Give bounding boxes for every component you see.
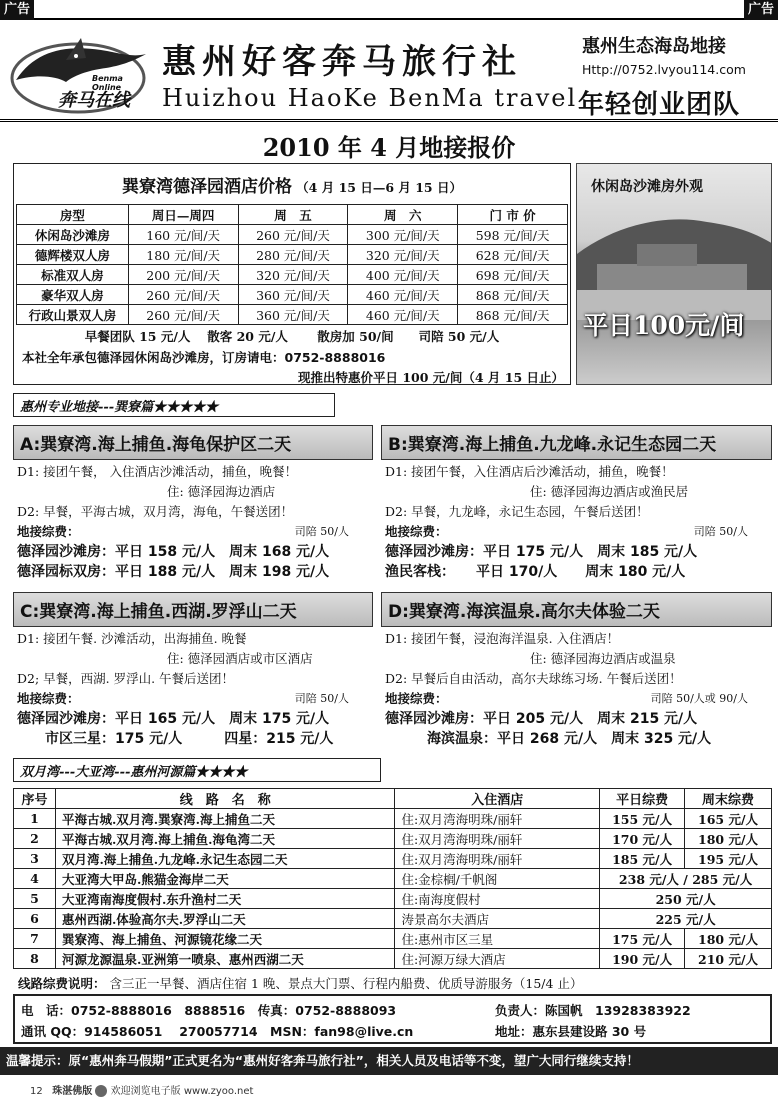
room-price: 598 元/间/天: [458, 225, 568, 245]
itinerary-line: D1: 接团午餐，入住酒店后沙滩活动，捕鱼，晚餐！: [385, 464, 674, 479]
escort-fee: 司陪 50/人: [693, 525, 748, 538]
room-price: 868 元/间/天: [458, 285, 568, 305]
itinerary-line: D1: 接团午餐，浸泡海洋温泉. 入住酒店！: [385, 631, 620, 646]
hotel-col-header: 周 六: [348, 205, 458, 225]
logo-cn-text: 奔马在线: [58, 90, 130, 111]
route-row: [14, 849, 772, 869]
route-hotel: 住:惠州市区三星: [395, 929, 600, 949]
routes-table: [13, 788, 772, 969]
route-row: [14, 929, 772, 949]
itinerary-line: 住: 德泽园酒店或市区酒店: [167, 651, 313, 666]
hotel-row: [17, 265, 568, 285]
hotel-row: [17, 305, 568, 325]
agency-title-cn: 惠州好客奔马旅行社: [162, 42, 522, 82]
itinerary-line: D2; 早餐，西湖. 罗浮山. 午餐后送团！: [17, 671, 235, 686]
ad-tag-left: 广告: [0, 0, 34, 20]
package-d: [381, 592, 772, 751]
weekday-fee: 238 元/人 / 285 元/人: [600, 869, 772, 889]
room-type: 豪华双人房: [17, 285, 129, 305]
header: [0, 22, 778, 122]
route-number: 2: [14, 829, 56, 849]
photo-caption: 休闲岛沙滩房外观: [591, 179, 703, 195]
package-title: D:巽寮湾.海滨温泉.高尔夫体验二天: [381, 592, 772, 627]
itinerary-line: D2: 早餐，平海古城，双月湾，海龟，午餐送团！: [17, 504, 294, 519]
fee-label: 地接综费：: [17, 691, 80, 706]
weekday-fee: 225 元/人: [600, 909, 772, 929]
contact-qq-msn: 通讯 QQ：914586051 270057714 MSN：fan98@live.cn: [21, 1024, 414, 1039]
hotel-col-header: 周 五: [238, 205, 348, 225]
route-hotel: 住:南海度假村: [395, 889, 600, 909]
weekday-fee: 170 元/人: [600, 829, 685, 849]
room-price: 180 元/间/天: [128, 245, 238, 265]
photo-banner: 平日100元/间: [583, 311, 745, 340]
footer-tagline: 欢迎浏览电子版 www.zyoo.net: [110, 1086, 254, 1097]
package-price: 德泽园沙滩房：平日 175 元/人 周末 185 元/人: [385, 544, 698, 560]
room-price: 868 元/间/天: [458, 305, 568, 325]
package-price: 海滨温泉：平日 268 元/人 周末 325 元/人: [385, 731, 712, 747]
room-price: 698 元/间/天: [458, 265, 568, 285]
route-name: 双月湾.海上捕鱼.九龙峰.永记生态园二天: [55, 849, 395, 869]
weekend-fee: 195 元/人: [685, 849, 772, 869]
route-col-header: 平日综费: [600, 789, 685, 809]
beach-house-illustration: [577, 164, 772, 385]
package-body: [381, 460, 772, 584]
room-type: 德辉楼双人房: [17, 245, 129, 265]
room-price: 360 元/间/天: [238, 285, 348, 305]
routes-note-label: 线路综费说明：: [18, 976, 106, 991]
weekend-fee: 180 元/人: [685, 829, 772, 849]
package-body: [381, 627, 772, 751]
hotel-col-header: 房型: [17, 205, 129, 225]
package-a: [13, 425, 373, 584]
weekday-fee: 185 元/人: [600, 849, 685, 869]
routes-note: 含三正一早餐、酒店住宿 1 晚、景点大门票、行程内船费、优质导游服务（15/4 止）: [109, 976, 583, 991]
room-price: 280 元/间/天: [238, 245, 348, 265]
room-price: 260 元/间/天: [128, 285, 238, 305]
package-c: [13, 592, 373, 751]
room-type: 标准双人房: [17, 265, 129, 285]
weekday-fee: 190 元/人: [600, 949, 685, 969]
fee-label: 地接综费：: [385, 524, 448, 539]
contact-address: 地址：惠东县建设路 30 号: [495, 1024, 647, 1039]
route-number: 4: [14, 869, 56, 889]
itinerary-line: 住: 德泽园海边酒店或温泉: [530, 651, 676, 666]
hotel-note-special: 现推出特惠价平日 100 元/间（4 月 15 日止）: [297, 370, 564, 385]
hotel-price-box: [13, 163, 571, 385]
route-name: 惠州西湖.体验高尔夫.罗浮山二天: [55, 909, 395, 929]
route-hotel: 住:双月湾海明珠/丽轩: [395, 829, 600, 849]
hotel-price-table: [16, 204, 568, 325]
room-price: 628 元/间/天: [458, 245, 568, 265]
route-hotel: 住:金棕榈/千帆阁: [395, 869, 600, 889]
itinerary-line: D2: 早餐，九龙峰，永记生态园，午餐后送团！: [385, 504, 649, 519]
route-name: 平海古城.双月湾.巽寮湾.海上捕鱼二天: [55, 809, 395, 829]
route-row: [14, 909, 772, 929]
route-row: [14, 869, 772, 889]
route-name: 大亚湾大甲岛.熊猫金海岸二天: [55, 869, 395, 889]
room-price: 260 元/间/天: [238, 225, 348, 245]
section-shuangyue: 双月湾---大亚湾---惠州河源篇★★★★: [13, 758, 381, 782]
room-price: 400 元/间/天: [348, 265, 458, 285]
itinerary-line: D1: 接团午餐. 沙滩活动，出海捕鱼. 晚餐: [17, 631, 247, 646]
package-price: 德泽园沙滩房：平日 165 元/人 周末 175 元/人: [17, 711, 330, 727]
route-hotel: 住:河源万绿大酒店: [395, 949, 600, 969]
hotel-title-row: [14, 172, 570, 197]
package-price: 德泽园沙滩房：平日 158 元/人 周末 168 元/人: [17, 544, 330, 560]
package-title: B:巽寮湾.海上捕鱼.九龙峰.永记生态园二天: [381, 425, 772, 460]
weekend-fee: 180 元/人: [685, 929, 772, 949]
route-row: [14, 829, 772, 849]
route-number: 1: [14, 809, 56, 829]
fee-label: 地接综费：: [385, 691, 448, 706]
beach-house-photo: [576, 163, 772, 385]
hotel-col-header: 门 市 价: [458, 205, 568, 225]
route-name: 巽寮湾、海上捕鱼、河源镜花缘二天: [55, 929, 395, 949]
package-price: 德泽园标双房：平日 188 元/人 周末 198 元/人: [17, 564, 330, 580]
page-footer: [30, 1082, 253, 1097]
agency-title-en: Huizhou HaoKe BenMa travel: [162, 84, 578, 112]
route-hotel: 住:双月湾海明珠/丽轩: [395, 849, 600, 869]
room-price: 360 元/间/天: [238, 305, 348, 325]
route-number: 8: [14, 949, 56, 969]
hotel-note-meals: 早餐团队 15 元/人 散客 20 元/人 散房加 50/间 司陪 50 元/人: [84, 329, 500, 344]
weekday-fee: 250 元/人: [600, 889, 772, 909]
weekend-fee: 210 元/人: [685, 949, 772, 969]
route-row: [14, 809, 772, 829]
room-price: 460 元/间/天: [348, 305, 458, 325]
section-xunliao: 惠州专业地接---巽寮篇★★★★★: [13, 393, 335, 417]
package-b: [381, 425, 772, 584]
room-price: 160 元/间/天: [128, 225, 238, 245]
page-title: 2010 年 4 月地接报价: [262, 133, 516, 162]
package-price: 德泽园沙滩房：平日 205 元/人 周末 215 元/人: [385, 711, 698, 727]
top-strip: [0, 0, 778, 20]
weekday-fee: 155 元/人: [600, 809, 685, 829]
package-title: A:巽寮湾.海上捕鱼.海龟保护区二天: [13, 425, 373, 460]
route-name: 平海古城.双月湾.海上捕鱼.海龟湾二天: [55, 829, 395, 849]
route-col-header: 序号: [14, 789, 56, 809]
route-row: [14, 949, 772, 969]
route-number: 6: [14, 909, 56, 929]
publisher-logo-icon: [95, 1085, 107, 1097]
room-price: 300 元/间/天: [348, 225, 458, 245]
route-col-header: 入住酒店: [395, 789, 600, 809]
room-price: 260 元/间/天: [128, 305, 238, 325]
hotel-row: [17, 225, 568, 245]
fee-row: [17, 689, 369, 709]
package-price: 市区三星：175 元/人 四星：215 元/人: [17, 731, 334, 747]
route-number: 7: [14, 929, 56, 949]
website-url: Http://0752.lvyou114.com: [582, 62, 746, 77]
room-price: 320 元/间/天: [348, 245, 458, 265]
route-col-header: 周末综费: [685, 789, 772, 809]
escort-fee: 司陪 50/人: [294, 525, 349, 538]
package-price: 渔民客栈： 平日 170/人 周末 180 元/人: [385, 564, 686, 580]
escort-fee: 司陪 50/人或 90/人: [650, 692, 748, 705]
routes-note-row: [18, 974, 582, 992]
route-hotel: 住:双月湾海明珠/丽轩: [395, 809, 600, 829]
itinerary-line: 住: 德泽园海边酒店: [167, 484, 276, 499]
route-col-header: 线 路 名 称: [55, 789, 395, 809]
page-number: 12: [30, 1086, 43, 1097]
package-body: [13, 627, 373, 751]
route-row: [14, 889, 772, 909]
hotel-row: [17, 245, 568, 265]
route-number: 3: [14, 849, 56, 869]
hotel-note-contract: 本社全年承包德泽园休闲岛沙滩房，订房请电：0752-8888016: [22, 350, 386, 365]
fee-row: [385, 689, 768, 709]
itinerary-line: D1: 接团午餐， 入住酒店沙滩活动，捕鱼，晚餐！: [17, 464, 298, 479]
room-price: 200 元/间/天: [128, 265, 238, 285]
weekend-fee: 165 元/人: [685, 809, 772, 829]
slogan-island: 惠州生态海岛地接: [582, 36, 726, 57]
escort-fee: 司陪 50/人: [294, 692, 349, 705]
fee-row: [17, 522, 369, 542]
room-price: 460 元/间/天: [348, 285, 458, 305]
route-hotel: 涛景高尔夫酒店: [395, 909, 600, 929]
weekday-fee: 175 元/人: [600, 929, 685, 949]
contact-box: [13, 994, 772, 1044]
hotel-row: [17, 285, 568, 305]
room-price: 320 元/间/天: [238, 265, 348, 285]
contact-person: 负责人：陈国帆 13928383922: [495, 1003, 691, 1018]
logo: [6, 30, 151, 120]
package-title: C:巽寮湾.海上捕鱼.西湖.罗浮山二天: [13, 592, 373, 627]
contact-phone: 电 话：0752-8888016 8888516 传真：0752-8888093: [21, 1003, 397, 1018]
ad-tag-right: 广告: [744, 0, 778, 20]
itinerary-line: 住: 德泽园海边酒店或渔民居: [530, 484, 689, 499]
fee-label: 地接综费：: [17, 524, 80, 539]
room-type: 行政山景双人房: [17, 305, 129, 325]
room-type: 休闲岛沙滩房: [17, 225, 129, 245]
route-name: 河源龙源温泉.亚洲第一喷泉、惠州西湖二天: [55, 949, 395, 969]
route-name: 大亚湾南海度假村.东升渔村二天: [55, 889, 395, 909]
logo-en-text: Benma Online: [92, 74, 123, 92]
hotel-period: （4 月 15 日—6 月 15 日）: [296, 180, 462, 195]
slogan-team: 年轻创业团队: [578, 90, 741, 120]
publisher-name: 珠湛佛版: [52, 1086, 93, 1097]
hotel-title: 巽寮湾德泽园酒店价格: [122, 177, 293, 197]
package-body: [13, 460, 373, 584]
route-number: 5: [14, 889, 56, 909]
footer-notice: 温馨提示：原“惠州奔马假期”正式更名为“惠州好客奔马旅行社”，相关人员及电话等不变，望广大同行继续支持！: [0, 1047, 778, 1075]
hotel-col-header: 周日—周四: [128, 205, 238, 225]
itinerary-line: D2: 早餐后自由活动，高尔夫球练习场. 午餐后送团！: [385, 671, 682, 686]
fee-row: [385, 522, 768, 542]
